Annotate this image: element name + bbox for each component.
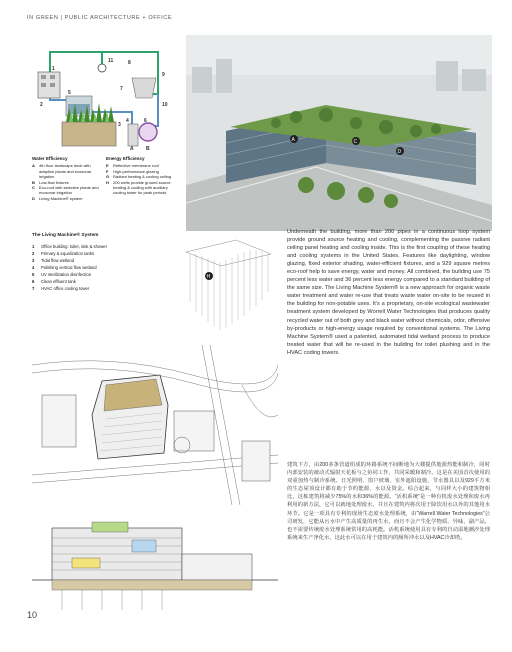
diagram-number-6: 6 xyxy=(144,118,147,124)
body-text-english: Underneath the building, more than 200 pipes in a continuous loop system provide ground source heating and cooling, complementing the passive radiant ceiling panel heating and cooling inside. This is the first coupling of these heating and cooling systems in the United States. Features like daylighting, window glazing, fixed exterior shading, water-efficient fixtures, and a 929 square metres eco-roof help to save energy, water and money. All combined, the building use 75 percent less water and 36 percent less energy compared to a standard building of the same size. The Living Machine System® is a new approach for organic waste water treatment and water re-use that treats waste water on-site to be reused in the building for non-potable uses. It’s a proprietary, on-site ecological wastewater treatment system developed by Worrell Water Technologies that produces quality recycled water out of both grey and black water without chemicals, odor, offensive by-products or high-energy usage required by conventional systems. The Living Machine System® used a patented, automated tidal wetland process to produce treated water that will be re-used in the building for toilet plushing and in the HVAC coding towers. xyxy=(287,229,490,356)
energy-efficiency-list xyxy=(106,156,178,196)
legend-item: G Radiant heating & cooling ceiling xyxy=(106,174,172,180)
ground-wells-sketch xyxy=(176,232,276,342)
living-machine-list xyxy=(32,232,162,292)
diagram-number-8: 8 xyxy=(128,60,131,66)
section-header: IN GREEN | PUBLIC ARCHITECTURE + OFFICE xyxy=(27,15,173,21)
building-aerial-image xyxy=(186,35,492,231)
photo-label-d: D xyxy=(397,149,402,155)
diagram-number-4: 4 xyxy=(126,118,129,124)
list-item: 1 Office building: toilet, sink & shower xyxy=(32,244,108,249)
diagram-number-7: 7 xyxy=(120,86,123,92)
legend-item: F High-performance glazing xyxy=(106,168,159,174)
tank-label-a: A xyxy=(130,146,134,152)
page-number: 10 xyxy=(27,610,38,620)
building-section-drawing xyxy=(32,514,278,614)
diagram-number-2: 2 xyxy=(40,102,43,108)
list-item: 7 HVAC office cooling tower xyxy=(32,286,90,291)
list-item: 2 Primary & equalization tanks xyxy=(32,251,95,256)
diagram-number-11: 11 xyxy=(108,58,114,64)
legend-item: E Reflective membrane roof xyxy=(106,163,159,169)
diagram-number-10: 10 xyxy=(162,102,168,108)
list-item: 4 Polishing vertical flow wetland xyxy=(32,265,97,270)
diagram-number-3: 3 xyxy=(118,122,121,128)
diagram-number-5: 5 xyxy=(68,90,71,96)
legend-item: B Low-flow fixtures xyxy=(32,179,69,185)
list-item: 5 UV sterilization disinfection xyxy=(32,272,92,277)
water-efficiency-list xyxy=(32,156,104,201)
energy-efficiency-title: Energy Efficiency xyxy=(106,156,145,161)
legend-item: D Living Machine® system xyxy=(32,195,83,201)
body-text-chinese: 建筑下方，由200多条管道组成的环路系统不间断地为大楼提供地源热能和制冷，同时内部安装的被动式辐射天花板与之协同工作，共同采暖和制冷。这是在美国首次使用的双重加热与制冷系统。日光照明、窗户玻璃、室外遮阳设施、节水器具以及929平方米的生态屋顶设计都有助于节约能源、水以及资金。综合起来，与同样大小的建筑物相比，这栋建筑将减少75%的水和36%的能源。“活机系统”是一种有机废水处理和废水再利用的新方法，它可以就地处理废水，并且在建筑内将次用于除饮用水以外的其他用水环节。它是一项具有专利的现场生态废水处理系统，由“Warrell Water Technologies”公司研发，它能从污水中产生高质量的再生水，而且不会产生化学物质、异味、副产品，也不需要传统废水处理系统常用的高耗能。活机系统使用具有专利的自动湿地潮汐处理系统来生产净化水，这此水可以在用于建筑内的厕所冲水以及HVAC冷却塔。 xyxy=(287,462,490,541)
photo-label-a: A xyxy=(291,137,295,143)
living-machine-title: The Living Machine® System xyxy=(32,233,99,238)
water-efficiency-title: Water Efficiency xyxy=(32,156,68,161)
sketch-label-h: H xyxy=(206,274,211,280)
diagram-number-9: 9 xyxy=(162,72,165,78)
legend-item: C Eco-roof with selective plants and ecosonar irrigation xyxy=(32,185,99,196)
site-plan xyxy=(32,345,278,505)
list-item: 6 Clean effluent tank xyxy=(32,279,76,284)
living-machine-water-diagram xyxy=(32,42,176,152)
legend-item: H 200 wells provide ground source heating & cooling with auxiliary cooling tower for peak periods xyxy=(106,179,171,196)
tank-label-b: B xyxy=(146,146,150,152)
legend-item: A 4th floor landscape deck with adaptive plants and ecosonar irrigation xyxy=(32,163,92,180)
diagram-number-1: 1 xyxy=(52,66,55,72)
list-item: 3 Tidal flow wetland xyxy=(32,258,75,263)
photo-label-c: C xyxy=(353,139,358,145)
